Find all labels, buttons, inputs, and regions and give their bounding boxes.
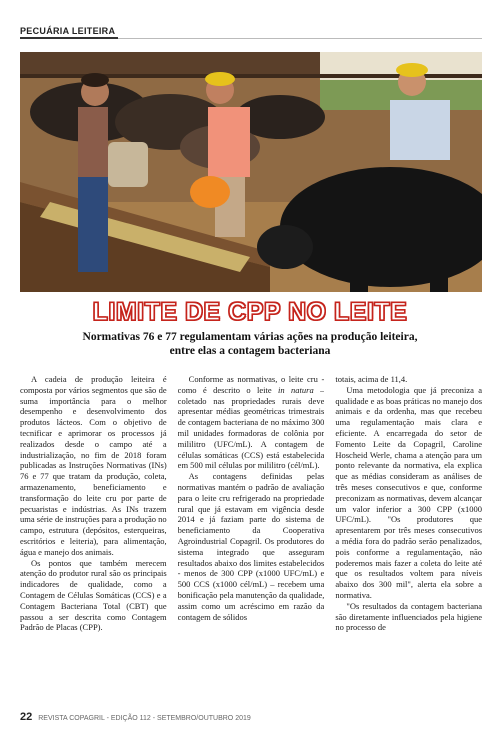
article-photo bbox=[20, 52, 482, 292]
page-number: 22 bbox=[20, 711, 33, 723]
subtitle-line-1: Normativas 76 e 77 regulamentam várias ações na produção leiteira, bbox=[82, 331, 418, 343]
paragraph: "Os resultados da contagem bacteriana são diretamente influenciados pela higiene no processo de bbox=[335, 600, 483, 633]
section-label: PECUÁRIA LEITEIRA bbox=[20, 26, 116, 36]
article-body bbox=[20, 374, 482, 704]
column-2 bbox=[178, 374, 325, 704]
paragraph: As contagens definidas pelas normativas mantém o padrão de avaliação para o leite cru refrigerado na propriedade rural que já estavam em vigência desde 2014 e já faziam parte do sistema de beneficiamento da Cooperativa Agroindustrial Copagril. Os produtores do sistema integrado que asseguram resultados abaixo dos limites estabelecidos - menos de 300 CPP (x1000 UFC/mL) e 500 CCS (x1000 cél/mL) – recebem uma bonificação pela manutenção da qualidade, assim como um acréscimo em razão da contagem de sólidos bbox=[177, 471, 325, 622]
paragraph: A cadeia de produção leiteira é composta por vários segmentos que são de suma importância para o melhor desempenho e desenvolvimento dos produtos lácteos. Com o objetivo de tecnificar e aprimorar os processos já realizados desde o campo até a industrialização, no fim de 2018 foram publicadas as Instruções Normativas (INs) 76 e 77 que tratam da produção, coleta, armazenamento, beneficiamento e transformação do leite cru por parte de pecuaristas e indústrias. As INs trazem uma série de instruções para a produção no campo, estrutura (depósitos, esterqueiras, escritórios e leiteria), para alimentação, água e manejo dos animais. bbox=[20, 374, 167, 557]
paragraph-emphasis: in natura bbox=[278, 384, 314, 395]
column-3 bbox=[335, 374, 482, 704]
page-footer bbox=[20, 711, 251, 723]
paragraph bbox=[178, 374, 325, 471]
publication-info: REVISTA COPAGRIL - EDIÇÃO 112 - SETEMBRO/OUTUBRO 2019 bbox=[38, 715, 251, 722]
article-subtitle bbox=[40, 330, 460, 358]
paragraph-text: – coletado nas propriedades rurais deve apresentar médias geométricas trimestrais de contagem bacteriana de no máximo 300 mil unidades formadoras de colônia por mililitro (UFC/mL). A contagem de células somáticas (CCS) está estabelecida em 500 mil células por mililitro (cél/mL). bbox=[177, 384, 325, 471]
paragraph: Uma metodologia que já preconiza a qualidade e as boas práticas no manejo dos animais e da ordenha, mas que recebeu uma regulamentação mais clara e eficiente. A encarregada do setor de Fomento Leite da Copagril, Caroline Hoscheid Werle, chama a atenção para um ponto relevante da normativa, ela explica que as médias consideram as análises de três meses consecutivos e que, conforme preconizam as normativas, devem alcançar um valor inferior a 300 CPP (x1000 UFC/mL). "Os produtores que apresentarem por três meses consecutivos a média fora do padrão serão penalizados, pois conforme a regulamentação, não poderemos mais fazer a coleta do leite até que os resultados voltem para níveis abaixo dos 300 mil", alerta ela sobre a normativa. bbox=[335, 384, 483, 600]
paragraph: Os pontos que também merecem atenção do produtor rural são os principais indicadores de qualidade, como a Contagem de Células Somáticas (CCS) e a Contagem Bacteriana Total (CBT) que passou a ser descrita como Contagem Padrão de Placas (CPP). bbox=[20, 557, 167, 633]
paragraph: totais, acima de 11,4. bbox=[335, 374, 408, 384]
section-rule-accent bbox=[20, 37, 118, 39]
paragraph-text: Conforme as normativas, o leite cru - como é descrito o leite bbox=[177, 374, 325, 395]
article-title: LIMITE DE CPP NO LEITE bbox=[92, 298, 408, 326]
subtitle-line-2: entre elas a contagem bacteriana bbox=[169, 345, 331, 357]
column-1 bbox=[20, 374, 167, 704]
